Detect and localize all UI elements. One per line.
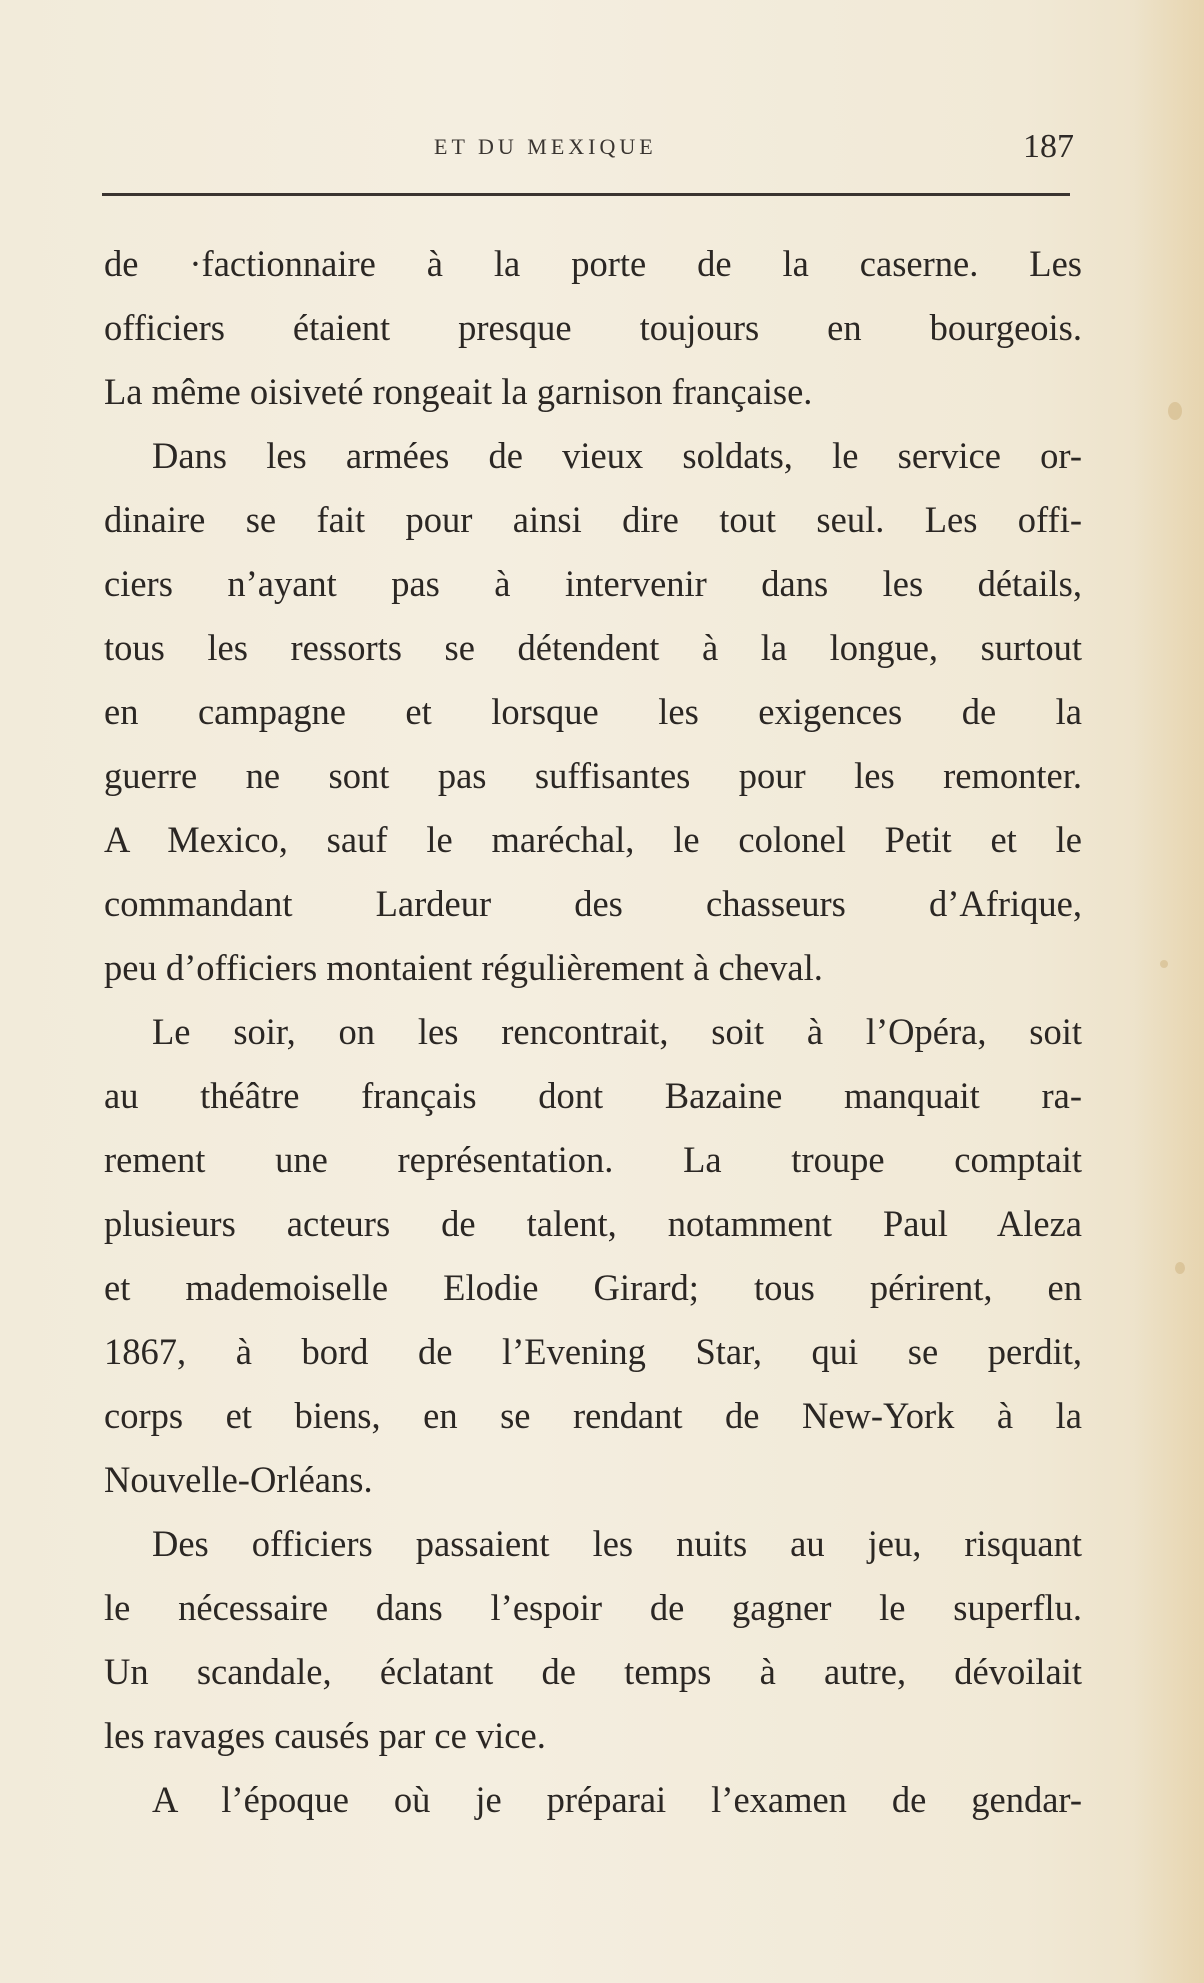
running-head-title: ET DU MEXIQUE (434, 134, 657, 159)
page-number: 187 (1023, 128, 1074, 165)
text-line: dinaire se fait pour ainsi dire tout seul. Les offi- (104, 499, 1082, 540)
text-line: ciers n’ayant pas à intervenir dans les détails, (104, 563, 1082, 604)
text-line: le nécessaire dans l’espoir de gagner le superflu. (104, 1587, 1082, 1628)
text-line: tous les ressorts se détendent à la longue, surtout (104, 627, 1082, 668)
foxing-spot (1168, 402, 1182, 420)
text-line: les ravages causés par ce vice. (104, 1715, 546, 1756)
text-line: A Mexico, sauf le maréchal, le colonel Petit et le (104, 819, 1082, 860)
text-line: et mademoiselle Elodie Girard; tous périrent, en (104, 1267, 1082, 1308)
text-line: 1867, à bord de l’Evening Star, qui se perdit, (104, 1331, 1082, 1372)
text-line: en campagne et lorsque les exigences de la (104, 691, 1082, 732)
text-line: rement une représentation. La troupe comptait (104, 1139, 1082, 1180)
text-line: Le soir, on les rencontrait, soit à l’Opéra, soit (152, 1011, 1082, 1052)
text-line: A l’époque où je préparai l’examen de gendar- (152, 1779, 1082, 1820)
text-line: au théâtre français dont Bazaine manquait ra- (104, 1075, 1082, 1116)
body-text (104, 232, 1082, 1832)
text-line: commandant Lardeur des chasseurs d’Afrique, (104, 883, 1082, 924)
header-rule (102, 193, 1070, 196)
text-line: plusieurs acteurs de talent, notamment Paul Aleza (104, 1203, 1082, 1244)
running-head (104, 128, 1074, 168)
text-line: peu d’officiers montaient régulièrement à cheval. (104, 947, 823, 988)
text-line: Un scandale, éclatant de temps à autre, dévoilait (104, 1651, 1082, 1692)
text-line: La même oisiveté rongeait la garnison française. (104, 371, 813, 412)
text-line: guerre ne sont pas suffisantes pour les remonter. (104, 755, 1082, 796)
text-line: Des officiers passaient les nuits au jeu, risquant (152, 1523, 1082, 1564)
text-line: Dans les armées de vieux soldats, le service or- (152, 435, 1082, 476)
foxing-spot (1160, 960, 1168, 968)
text-line: de ·factionnaire à la porte de la caserne. Les (104, 243, 1082, 284)
text-line: corps et biens, en se rendant de New-York à la (104, 1395, 1082, 1436)
foxing-spot (1175, 1262, 1185, 1274)
page-edge-foxing (1134, 0, 1204, 1983)
text-line: officiers étaient presque toujours en bourgeois. (104, 307, 1082, 348)
text-line: Nouvelle-Orléans. (104, 1459, 373, 1500)
